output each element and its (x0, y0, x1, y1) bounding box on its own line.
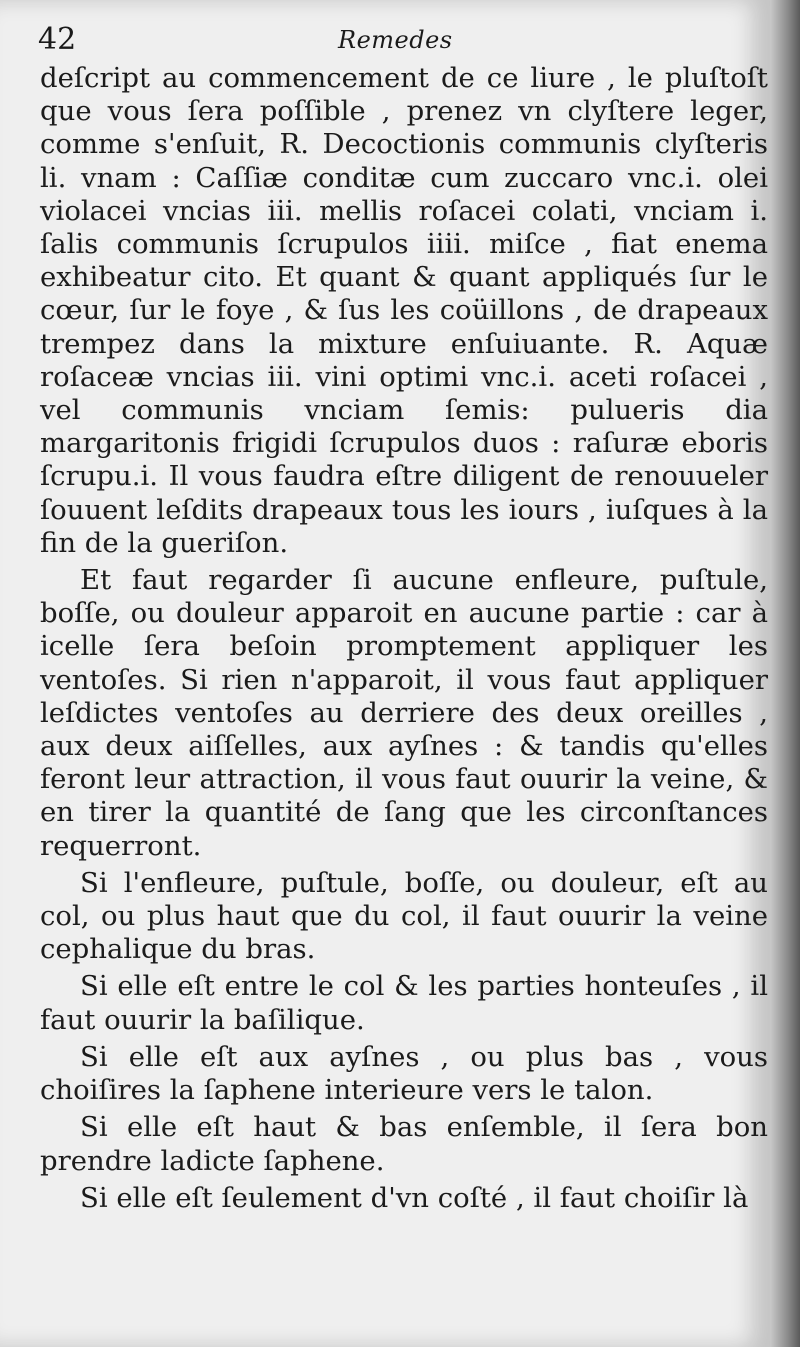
paragraph-3: Si l'enfleure, puſtule, boſſe, ou douleur, eſt au col, ou plus haut que du col, il faut ouurir la veine cephalique du bras. (40, 866, 768, 966)
paragraph-6: Si elle eſt haut & bas enſemble, il ſera bon prendre ladicte ſaphene. (40, 1111, 768, 1177)
running-title: Remedes (338, 26, 453, 54)
body-text (40, 62, 768, 1215)
paragraph-1: deſcript au commencement de ce liure , le pluſtoſt que vous ſera poſſible , prenez vn clyſtere leger, comme s'enſuit, R. Decoctionis communis clyſteris li. vnam : Caſſiæ conditæ cum zuccaro vnc.i. olei violacei vncias iii. mellis roſacei colati, vnciam i. ſalis communis ſcrupulos iiii. miſce , fiat enema exhibeatur cito. Et quant & quant appliqués ſur le cœur, ſur le foye , & ſus les coüillons , de drapeaux trempez dans la mixture enſuiuante. R. Aquæ roſaceæ vncias iii. vini optimi vnc.i. aceti roſacei , vel communis vnciam ſemis: pulueris dia margaritonis frigidi ſcrupulos duos : raſuræ eboris ſcrupu.i. Il vous faudra eſtre diligent de renouueler ſouuent leſdits drapeaux tous les iours , iuſques à la fin de la gueriſon. (40, 62, 768, 559)
page-number: 42 (38, 22, 77, 57)
book-spine-shadow (770, 0, 800, 1347)
paragraph-5: Si elle eſt aux ayſnes , ou plus bas , vous choiſires la ſaphene interieure vers le talon. (40, 1040, 768, 1107)
paragraph-7: Si elle eſt ſeulement d'vn coſté , il faut choiſir là (80, 1181, 749, 1214)
paragraph-4: Si elle eſt entre le col & les parties honteuſes , il faut ouurir la baſilique. (40, 970, 768, 1036)
paragraph-2: Et faut regarder ſi aucune enfleure, puſtule, boſſe, ou douleur apparoit en aucune partie : car à icelle ſera beſoin promptement appliquer les ventoſes. Si rien n'apparoit, il vous faut appliquer leſdictes ventoſes au derriere des deux oreilles , aux deux aiſſelles, aux ayſnes : & tandis qu'elles feront leur attraction, il vous faut ouurir la veine, & en tirer la quantité de ſang que les circonſtances requerront. (40, 564, 768, 862)
page-header (38, 22, 758, 62)
